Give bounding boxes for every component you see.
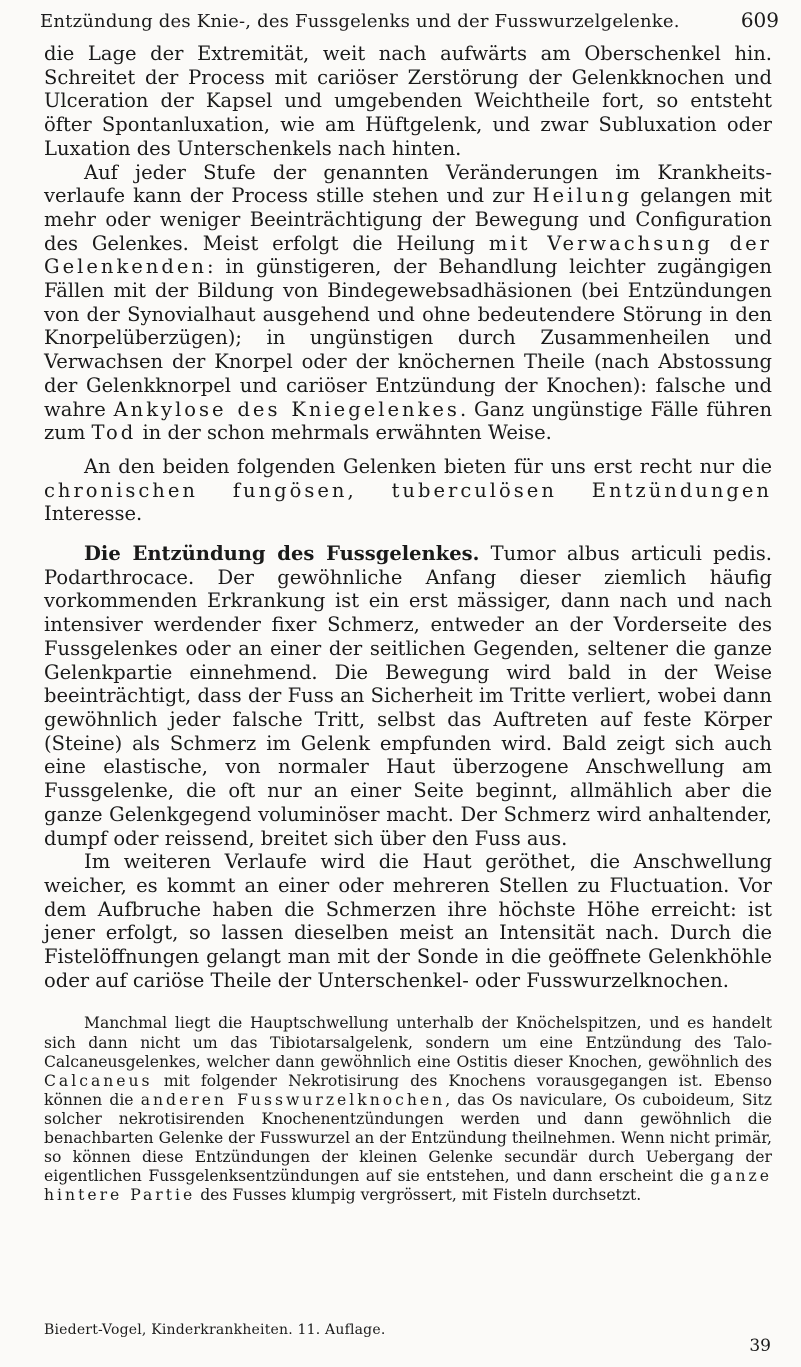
paragraph-1: die Lage der Extremität, weit nach aufwärts am Oberschenkel hin. Schreitet der Process mit cariöser Zerstörung der Gelenkknochen und Ulceration der Kapsel und umgebenden Weichtheile fort, so entsteht öfter Spontanluxation, wie am Hüftgelenk, und zwar Subluxation oder Luxation des Unterschenkels nach hinten. [44,42,772,160]
paragraph-6-text-1: Manchmal liegt die Hauptschwellung unterhalb der Knöchelspitzen, und es handelt sich dann nicht um das Tibiotarsalgelenk, sondern um eine Entzündung des Talo-Calcaneusgelenkes, welcher dann gewöhnlich eine Ostitis dieser Knochen, gewöhnlich des [44,1014,772,1071]
paragraph-3-text-2: Interesse. [44,502,143,526]
footer-citation: Biedert-Vogel, Kinderkrankheiten. 11. Auflage. [44,1322,386,1338]
paragraph-6-text-4: des Fusses klumpig vergrössert, mit Fisteln durchsetzt. [195,1186,642,1205]
paragraph-6-small-print [44,1014,772,1205]
emphasis-chronische-entzuendungen: chronischen fungösen, tuberculösen Entzündungen [44,478,772,502]
paragraph-2-text-1: Auf jeder Stufe der genannten Veränderungen im Krankheits-verlaufe kann der Process stille stehen und zur [44,160,772,208]
page-body [44,42,772,1205]
paragraph-2-text-2: gelangen mit mehr oder weniger Beeinträchtigung der Bewegung und Configuration des Gelenkes. Meist erfolgt die Heilung [44,184,772,255]
paragraph-2-text-3: : in günstigeren, der Behandlung leichter zugängigen Fällen mit der Bildung von Bindegewebsadhäsionen (bei Entzündungen von der Synovialhaut ausgehend und ohne bedeutendere Störung in den Knorpelüberzügen); in ungünstigen durch Zusammenheilen und Verwachsen der Knorpel oder der knöchernen Theile (nach Abstossung der Gelenkknorpel und cariöser Entzündung der Knochen): falsche und wahre [44,255,772,421]
paragraph-6-text-2: mit folgender Nekrotisirung des Knochens vorausgegangen ist. Ebenso können die [44,1071,772,1109]
emphasis-fusswurzelknochen: anderen Fusswurzelknochen [140,1090,446,1109]
emphasis-tod: Tod [91,421,137,445]
page-footer [44,1318,771,1362]
paragraph-2 [44,161,772,445]
signature-mark: 39 [749,1336,771,1356]
paragraph-6-text-3: , das Os naviculare, Os cuboideum, Sitz solcher nekrotisirenden Knochenentzündungen werden und dann gewöhnlich die benachbarten Gelenke der Fusswurzel an der Entzündung theilnehmen. Wenn nicht primär, so können diese Entzündungen der kleinen Gelenke secundär durch Uebergang der eigentlichen Fussgelenksentzündungen auf sie entstehen, und dann erscheint die [44,1090,772,1186]
paragraph-3 [44,455,772,526]
header-title: Entzündung des Knie-, des Fussgelenks und der Fusswurzelgelenke. [40,11,680,32]
running-header [40,8,779,34]
emphasis-hintere-partie: ganze hintere Partie [44,1167,772,1205]
paragraph-4-body: Tumor albus articuli pedis. Podarthrocace. Der gewöhnliche Anfang dieser ziemlich häufig vorkommenden Erkrankung ist ein erst mässiger, dann nach und nach intensiver werdender fixer Schmerz, entweder an der Vorderseite des Fussgelenkes oder an einer der seitlichen Gegenden, seltener die ganze Gelenkpartie einnehmend. Die Bewegung wird bald in der Weise beeinträchtigt, dass der Fuss an Sicherheit im Tritte verliert, wobei dann gewöhnlich jeder falsche Tritt, selbst das Auftreten auf feste Körper (Steine) als Schmerz im Gelenk empfunden wird. Bald zeigt sich auch eine elastische, von normaler Haut überzogene Anschwellung am Fussgelenke, die oft nur an einer Seite beginnt, allmählich aber die ganze Gelenkgegend voluminöser macht. Der Schmerz wird anhaltender, dumpf oder reissend, breitet sich über den Fuss aus. [44,542,772,850]
emphasis-verwachsung: mit Verwachsung der Gelenkenden [44,231,772,279]
page-number: 609 [740,8,779,32]
emphasis-heilung: Heilung [532,184,633,208]
emphasis-calcaneus: Calcaneus [44,1071,153,1090]
emphasis-ankylose: Ankylose des Kniegelenkes [113,397,460,421]
paragraph-2-text-4: . Ganz ungünstige Fälle führen zum [44,397,773,445]
paragraph-2-text-5: in der schon mehrmals erwähnten Weise. [136,421,552,445]
paragraph-4 [44,542,772,850]
section-heading-fussgelenk: Die Entzündung des Fussgelenkes. [84,542,480,566]
paragraph-5: Im weiteren Verlaufe wird die Haut geröthet, die Anschwellung weicher, es kommt an einer oder mehreren Stellen zu Fluctuation. Vor dem Aufbruche haben die Schmerzen ihre höchste Höhe erreicht: ist jener erfolgt, so lassen dieselben meist an Intensität nach. Durch die Fistelöffnungen gelangt man mit der Sonde in die geöffnete Gelenkhöhle oder auf cariöse Theile der Unterschenkel- oder Fusswurzelknochen. [44,850,772,992]
paragraph-3-text-1: An den beiden folgenden Gelenken bieten für uns erst recht nur die [84,454,772,478]
